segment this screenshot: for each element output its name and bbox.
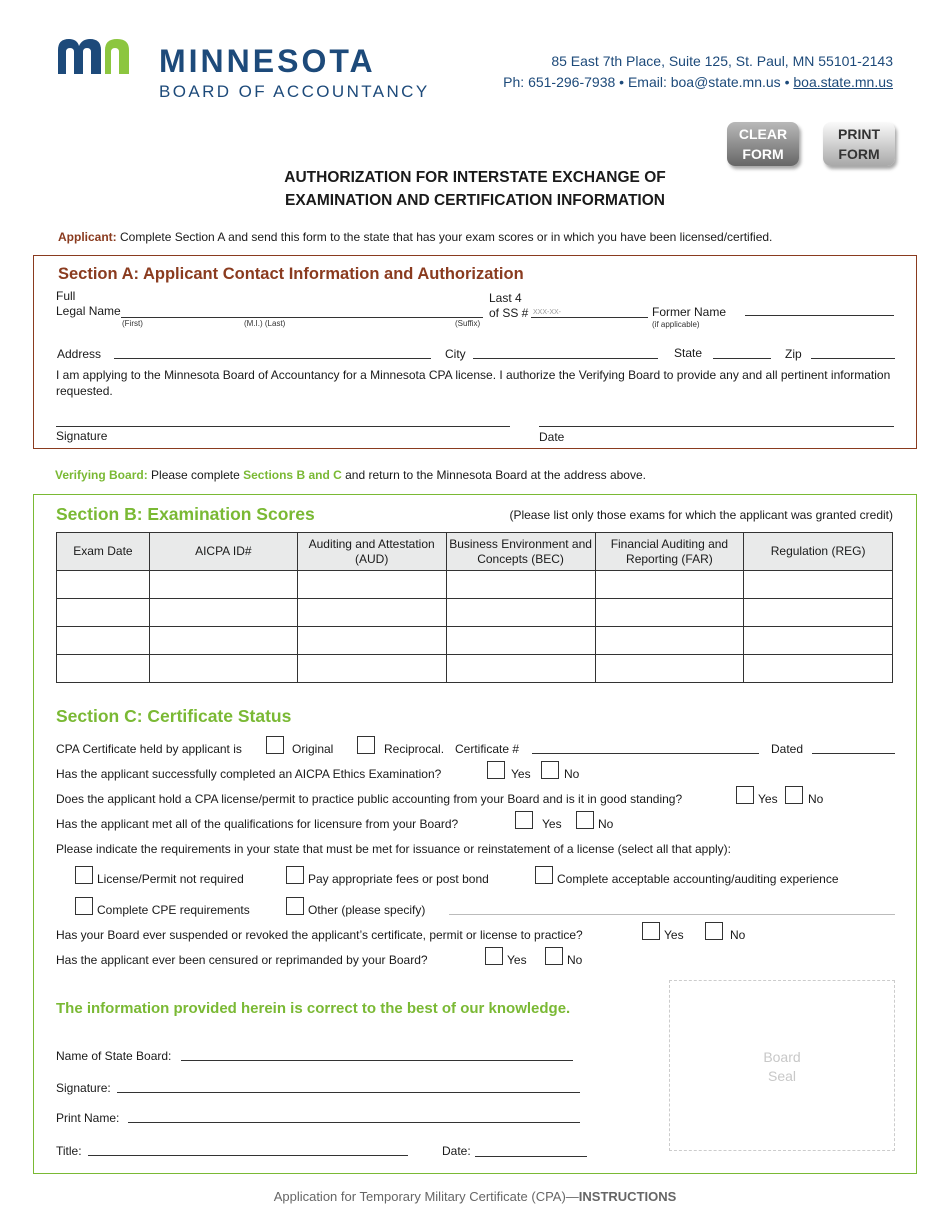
other-label: Other (please specify) [308,903,426,917]
section-b-note: (Please list only those exams for which the applicant was granted credit) [509,508,893,522]
table-cell[interactable] [446,571,595,599]
table-row [57,627,893,655]
applicant-label: Applicant: [58,230,117,244]
not-required-label: License/Permit not required [97,872,244,886]
table-cell[interactable] [297,627,446,655]
qualifications-yes-checkbox[interactable] [515,811,533,829]
license-question: Does the applicant hold a CPA license/permit to practice public accounting from your Board and is it in good standing? [56,792,683,806]
censured-no-checkbox[interactable] [545,947,563,965]
exam-scores-table [56,532,893,683]
table-cell[interactable] [446,627,595,655]
applicant-text: Complete Section A and send this form to the state that has your exam scores or in which you have been licensed/certified. [120,230,773,244]
clear-form-button[interactable] [727,122,799,166]
reciprocal-checkbox[interactable] [357,736,375,754]
original-label: Original [292,742,334,756]
ethics-yes-checkbox[interactable] [487,761,505,779]
yes-label: Yes [542,817,562,831]
table-row [57,571,893,599]
certificate-number-label: Certificate # [455,742,520,756]
fees-checkbox[interactable] [286,866,304,884]
label-text: of SS # [489,306,529,320]
no-label: No [564,767,580,781]
former-name-label: Former Name [652,305,727,319]
signature-label: Signature [56,429,108,443]
header-contact [503,74,893,90]
certificate-number-field[interactable] [532,753,759,754]
header-phone: Ph: 651-296-7938 [503,74,616,90]
city-field[interactable] [473,358,658,359]
table-cell[interactable] [57,571,150,599]
title-field[interactable] [88,1155,408,1156]
table-cell[interactable] [595,571,744,599]
table-cell[interactable] [149,627,297,655]
date-label: Date [539,430,565,444]
table-cell[interactable] [297,599,446,627]
column-header: Exam Date [57,533,150,571]
table-header-row [57,533,893,571]
other-checkbox[interactable] [286,897,304,915]
print-form-label: PRINT [838,126,880,142]
table-cell[interactable] [744,571,893,599]
yes-label: Yes [511,767,531,781]
ss-label [489,291,528,321]
footer [0,1189,950,1204]
ss-placeholder: XXX-XX- [533,309,562,316]
logo-subtitle: BOARD OF ACCOUNTANCY [159,82,430,101]
table-cell[interactable] [297,571,446,599]
verifying-board-instructions [55,468,646,482]
table-cell[interactable] [595,627,744,655]
city-label: City [445,347,466,361]
table-cell[interactable] [57,599,150,627]
board-seal-label [669,1048,895,1086]
header-address: 85 East 7th Place, Suite 125, St. Paul, MN 55101-2143 [551,53,893,69]
seal-text: Seal [767,1068,797,1084]
board-name-field[interactable] [181,1060,573,1061]
mn-logo-icon [55,36,141,74]
table-cell[interactable] [297,655,446,683]
reciprocal-label: Reciprocal. [384,742,445,756]
table-cell[interactable] [595,599,744,627]
requirements-question: Please indicate the requirements in your state that must be met for issuance or reinstatement of a license (select all that apply): [56,842,732,856]
column-header: Financial Auditing and Reporting (FAR) [595,533,744,571]
former-name-field[interactable] [745,315,894,316]
verifying-highlight: Sections B and C [243,468,342,482]
full-name-field[interactable] [121,317,483,318]
zip-label: Zip [785,347,802,361]
authorization-text: I am applying to the Minnesota Board of Accountancy for a Minnesota CPA license. I authorize the Verifying Board to provide any and all pertinent information requested. [56,368,891,398]
cpe-checkbox[interactable] [75,897,93,915]
address-label: Address [57,347,102,361]
column-header: AICPA ID# [149,533,297,571]
header-website-link[interactable]: boa.state.mn.us [793,74,893,90]
suspended-no-checkbox[interactable] [705,922,723,940]
clear-form-label: CLEAR [738,126,788,142]
suspended-yes-checkbox[interactable] [642,922,660,940]
censured-question: Has the applicant ever been censured or reprimanded by your Board? [56,953,428,967]
experience-checkbox[interactable] [535,866,553,884]
seal-text: Board [763,1049,801,1065]
first-hint: (First) [122,319,143,328]
section-b-heading: Section B: Examination Scores [56,504,315,524]
experience-label: Complete acceptable accounting/auditing experience [557,872,839,886]
suffix-hint: (Suffix) [455,319,481,328]
table-cell[interactable] [744,599,893,627]
print-form-button[interactable] [823,122,895,166]
table-row [57,655,893,683]
not-required-checkbox[interactable] [75,866,93,884]
yes-label: Yes [664,928,684,942]
yes-label: Yes [758,792,778,806]
board-date-label: Date: [442,1144,471,1158]
ss-field[interactable] [531,317,648,318]
table-cell[interactable] [149,655,297,683]
table-cell[interactable] [446,655,595,683]
table-cell[interactable] [57,627,150,655]
qualifications-question: Has the applicant met all of the qualifications for licensure from your Board? [56,817,459,831]
censured-yes-checkbox[interactable] [485,947,503,965]
no-label: No [808,792,824,806]
qualifications-no-checkbox[interactable] [576,811,594,829]
license-yes-checkbox[interactable] [736,786,754,804]
page-title [0,166,950,212]
dated-field[interactable] [812,753,895,754]
if-applicable-hint: (if applicable) [652,320,700,329]
table-cell[interactable] [149,571,297,599]
column-header: Regulation (REG) [744,533,893,571]
title-label: Title: [56,1144,82,1158]
table-cell[interactable] [57,655,150,683]
label-text: Last 4 [489,291,522,305]
table-cell[interactable] [149,599,297,627]
title-line: AUTHORIZATION FOR INTERSTATE EXCHANGE OF [284,169,666,186]
clear-form-label: FORM [742,146,784,162]
ethics-no-checkbox[interactable] [541,761,559,779]
board-signature-label: Signature: [56,1081,111,1095]
mi-last-hint: (M.I.) (Last) [244,319,286,328]
table-row [57,599,893,627]
table-cell[interactable] [744,627,893,655]
dated-label: Dated [771,742,804,756]
address-field[interactable] [114,358,431,359]
separator: • [619,74,625,90]
column-header: Auditing and Attestation (AUD) [297,533,446,571]
print-name-field[interactable] [128,1122,580,1123]
section-c-heading: Section C: Certificate Status [56,706,292,726]
state-field[interactable] [713,358,771,359]
original-checkbox[interactable] [266,736,284,754]
yes-label: Yes [507,953,527,967]
section-a-heading: Section A: Applicant Contact Information and Authorization [58,265,524,283]
footer-bold: INSTRUCTIONS [578,1189,677,1204]
label-text: Full [56,289,76,303]
logo-word: MINNESOTA [159,43,376,79]
full-name-label [56,289,121,319]
footer-text: Application for Temporary Military Certificate (CPA)— [273,1189,579,1204]
logo [55,36,455,106]
no-label: No [567,953,583,967]
board-name-label: Name of State Board: [56,1049,172,1063]
title-line: EXAMINATION AND CERTIFICATION INFORMATION [284,192,665,209]
ethics-question: Has the applicant successfully completed an AICPA Ethics Examination? [56,767,442,781]
verifying-text: and return to the Minnesota Board at the address above. [345,468,646,482]
print-name-label: Print Name: [56,1111,120,1125]
fees-label: Pay appropriate fees or post bond [308,872,489,886]
table-cell[interactable] [744,655,893,683]
applicant-instructions [58,230,772,244]
cert-held-label: CPA Certificate held by applicant is [56,742,242,756]
table-cell[interactable] [446,599,595,627]
no-label: No [598,817,614,831]
state-label: State [674,346,703,360]
verifying-label: Verifying Board: [55,468,148,482]
suspended-question: Has your Board ever suspended or revoked the applicant’s certificate, permit or license to practice? [56,928,583,942]
table-cell[interactable] [595,655,744,683]
applicant-signature-field[interactable] [56,426,510,427]
print-form-label: FORM [838,146,880,162]
applicant-date-field[interactable] [539,426,894,427]
license-no-checkbox[interactable] [785,786,803,804]
certification-statement: The information provided herein is correct to the best of our knowledge. [56,1000,571,1017]
board-date-field[interactable] [475,1156,587,1157]
board-signature-field[interactable] [117,1092,580,1093]
label-text: Legal Name [56,304,121,318]
cpe-label: Complete CPE requirements [97,903,250,917]
column-header: Business Environment and Concepts (BEC) [446,533,595,571]
separator: • [784,74,790,90]
header-email[interactable]: Email: boa@state.mn.us [627,74,781,90]
verifying-text: Please complete [151,468,240,482]
zip-field[interactable] [811,358,895,359]
no-label: No [730,928,746,942]
other-specify-field[interactable] [449,914,895,915]
